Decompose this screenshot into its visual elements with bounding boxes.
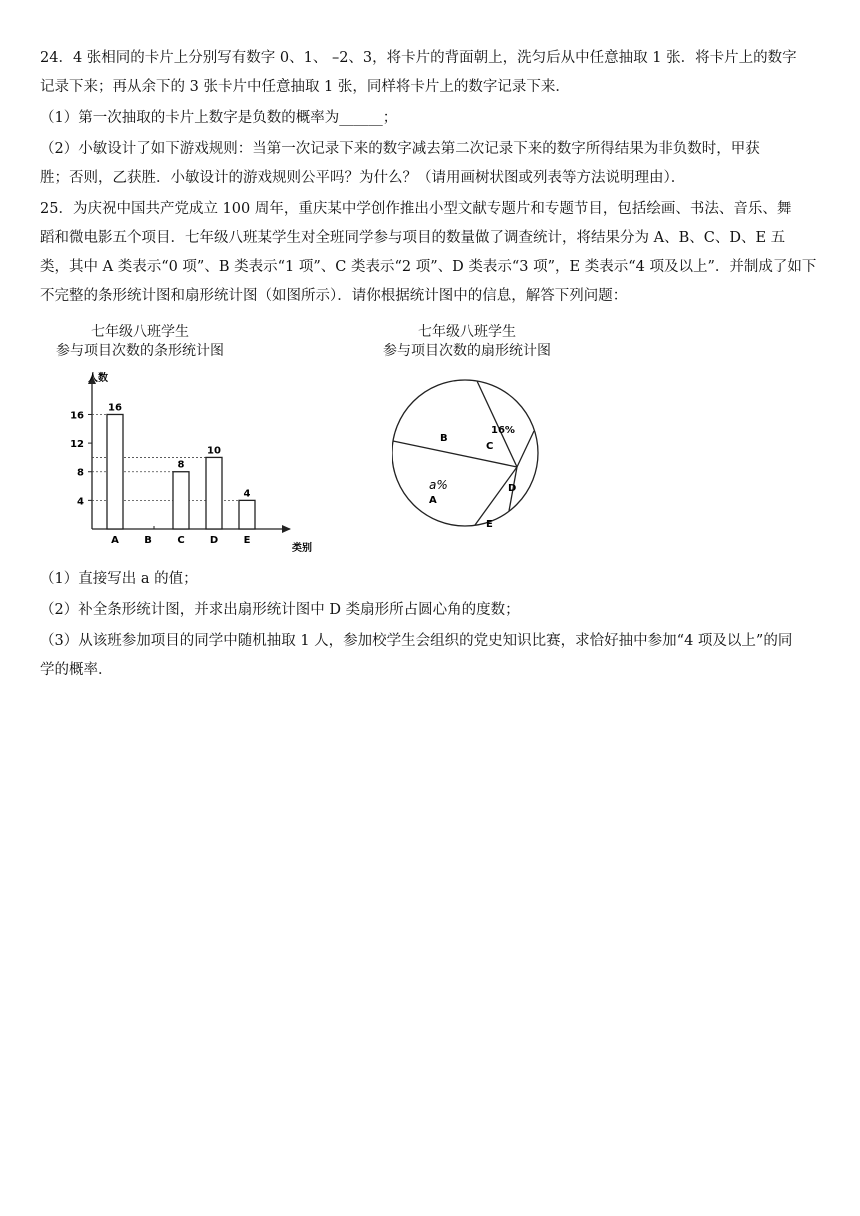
- pie-chart-title-line-1: 七年级八班学生: [418, 324, 516, 340]
- q24-part-1: （1）第一次抽取的卡片上数字是负数的概率为______；: [40, 110, 398, 126]
- x-tick-label: C: [177, 535, 185, 546]
- q25-sub-2: （2）补全条形统计图，并求出扇形统计图中 D 类扇形所占圆心角的度数；: [40, 602, 520, 618]
- slice-label-A: A: [429, 495, 437, 506]
- x-axis-label: 类别: [292, 543, 312, 554]
- bar-A: [107, 414, 123, 529]
- slice-value-C: 16%: [491, 425, 515, 436]
- bar-chart-title-line-1: 七年级八班学生: [91, 324, 189, 340]
- slice-label-D: D: [508, 483, 517, 494]
- y-tick-label: 4: [77, 496, 84, 508]
- q25-sub-1: （1）直接写出 a 的值；: [40, 571, 198, 587]
- q25-line-2: 蹈和微电影五个项目．七年级八班某学生对全班同学参与项目的数量做了调查统计，将结果分为 A、B、C、D、E 五: [40, 230, 786, 246]
- pie-chart-title: [372, 323, 562, 361]
- x-tick-label: D: [209, 535, 219, 546]
- y-tick-label: 16: [70, 410, 84, 422]
- q24-part-2-line-1: （2）小敏设计了如下游戏规则：当第一次记录下来的数字减去第二次记录下来的数字所得结果为非负数时，甲获: [40, 141, 760, 157]
- bar-value-label: 4: [243, 488, 251, 500]
- slice-label-B: B: [440, 433, 448, 444]
- y-axis-label: 人数: [88, 373, 108, 384]
- pie-chart-title-line-2: 参与项目次数的扇形统计图: [383, 343, 551, 359]
- bar-E: [239, 500, 255, 529]
- slice-value-A: a%: [429, 478, 448, 492]
- slice-label-C: C: [486, 441, 494, 452]
- q24-line-1: 24．4 张相同的卡片上分别写有数字 0、1、 –2、3，将卡片的背面朝上，洗匀后从中任意抽取 1 张．将卡片上的数字: [40, 50, 797, 66]
- y-tick-label: 8: [77, 467, 84, 479]
- q24-part-2-line-2: 胜；否则，乙获胜．小敏设计的游戏规则公平吗？为什么？（请用画树状图或列表等方法说明理由）．: [40, 170, 686, 186]
- bar-value-label: 16: [108, 402, 122, 414]
- bar-value-label: 10: [207, 445, 221, 457]
- pie-outline: [392, 380, 538, 526]
- q25-sub-3-line-2: 学的概率．: [40, 662, 113, 678]
- bar-D: [206, 457, 222, 529]
- q25-line-3: 类，其中 A 类表示“0 项”、B 类表示“1 项”、C 类表示“2 项”、D 类表示“3 项”，E 类表示“4 项及以上”．并制成了如下: [40, 259, 817, 275]
- bar-chart: [40, 359, 340, 559]
- x-tick-label: B: [144, 535, 152, 546]
- bar-value-label: 8: [177, 459, 185, 471]
- document-page: [40, 44, 820, 685]
- bar-chart-title: [45, 323, 235, 361]
- bar-C: [173, 472, 189, 529]
- q25-line-4: 不完整的条形统计图和扇形统计图（如图所示）．请你根据统计图中的信息，解答下列问题：: [40, 288, 628, 304]
- x-axis-arrow: [282, 525, 291, 533]
- y-tick-label: 12: [70, 439, 84, 451]
- pie-chart: [392, 369, 592, 569]
- x-tick-label: A: [111, 535, 119, 546]
- q25-sub-3-line-1: （3）从该班参加项目的同学中随机抽取 1 人，参加校学生会组织的党史知识比赛，求恰好抽中参加“4 项及以上”的同: [40, 633, 793, 649]
- x-tick-label: E: [243, 535, 251, 546]
- bar-chart-title-line-2: 参与项目次数的条形统计图: [56, 343, 224, 359]
- charts-area: [40, 319, 820, 559]
- slice-label-E: E: [486, 519, 493, 530]
- q24-line-2: 记录下来；再从余下的 3 张卡片中任意抽取 1 张，同样将卡片上的数字记录下来．: [40, 79, 570, 95]
- q25-line-1: 25．为庆祝中国共产党成立 100 周年，重庆某中学创作推出小型文献专题片和专题节目，包括绘画、书法、音乐、舞: [40, 201, 792, 217]
